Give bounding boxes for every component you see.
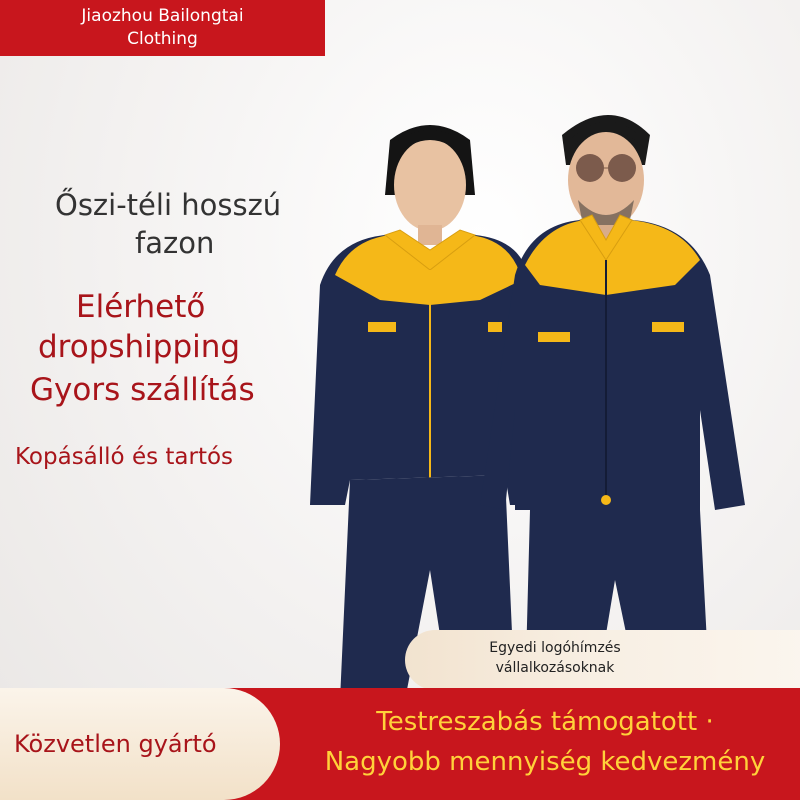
feature-dropship-line1: Elérhető — [76, 289, 206, 325]
feature-dropshipping — [38, 287, 241, 367]
feature-durable: Kopásálló és tartós — [15, 444, 234, 470]
brand-name-line2: Clothing — [127, 29, 198, 49]
male-model — [480, 115, 745, 700]
promo-text — [290, 702, 800, 782]
brand-name-line1: Jiaozhou Bailongtai — [81, 6, 244, 26]
promo-line1: Testreszabás támogatott · — [376, 707, 714, 737]
workwear-models-illustration — [290, 100, 760, 700]
promo-line2: Nagyobb mennyiség kedvezmény — [324, 747, 766, 777]
feature-dropship-line2: dropshipping — [38, 329, 241, 365]
logo-embroidery-line1: Egyedi logóhímzés — [489, 640, 621, 656]
brand-badge — [0, 0, 325, 56]
manufacturer-label: Közvetlen gyártó — [14, 730, 217, 758]
feature-fast-shipping: Gyors szállítás — [30, 372, 255, 408]
feature-season-line1: Őszi-téli hosszú — [55, 188, 282, 222]
logo-embroidery-line2: vállalkozásoknak — [495, 660, 615, 676]
manufacturer-badge — [0, 688, 280, 800]
feature-season-line2: fazon — [135, 226, 215, 260]
feature-season — [55, 186, 281, 262]
logo-embroidery-badge — [405, 630, 800, 690]
